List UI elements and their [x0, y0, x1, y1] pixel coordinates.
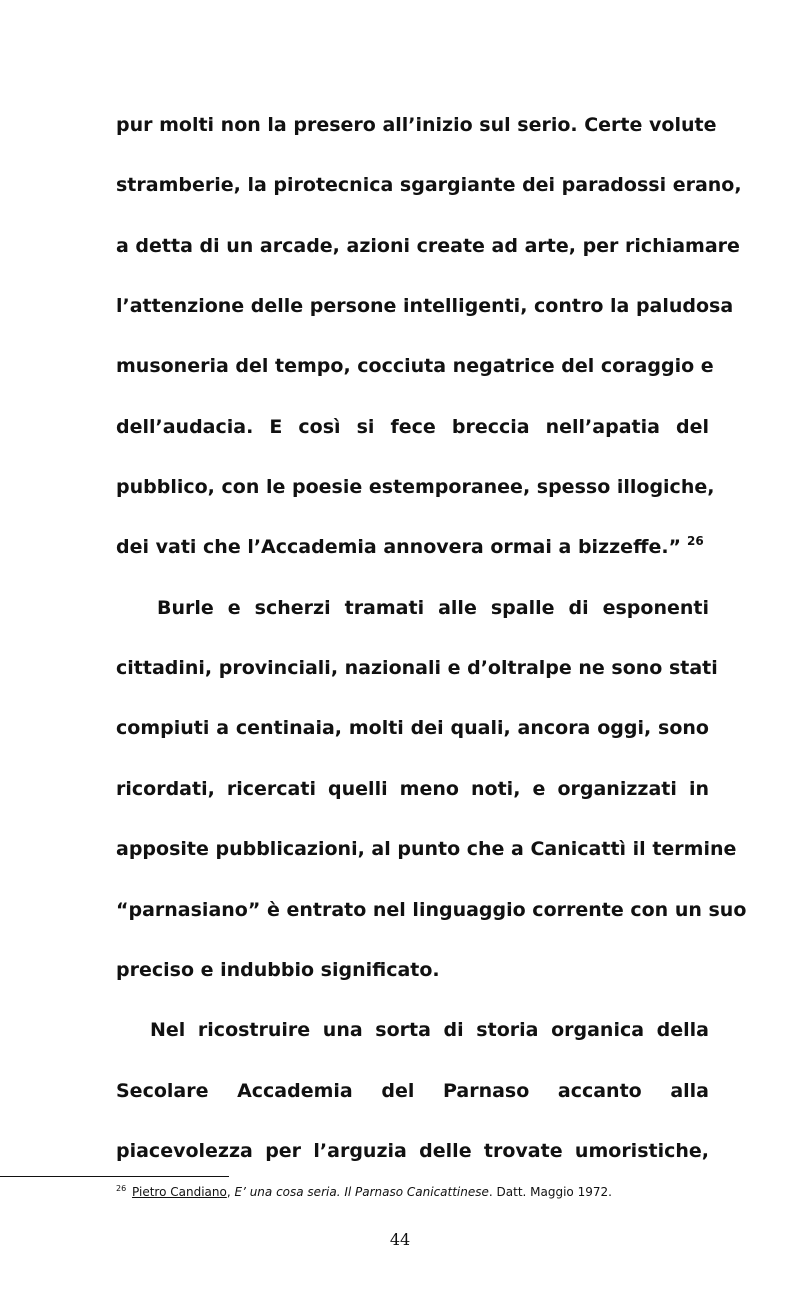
footnote-author: Pietro Candiano	[132, 1185, 227, 1199]
body-line: compiuti a centinaia, molti dei quali, ancora oggi, sono	[116, 717, 709, 739]
body-line: cittadini, provinciali, nazionali e d’oltralpe ne sono stati	[116, 657, 718, 679]
body-line: dell’audacia. E così si fece breccia nell’apatia del	[116, 416, 709, 438]
body-line: a detta di un arcade, azioni create ad arte, per richiamare	[116, 235, 740, 257]
body-line-with-reference	[116, 535, 709, 561]
body-line: musoneria del tempo, cocciuta negatrice del coraggio e	[116, 355, 714, 377]
body-line: pur molti non la presero all’inizio sul serio. Certe volute	[116, 114, 717, 136]
body-line: pubblico, con le poesie estemporanee, spesso illogiche,	[116, 476, 715, 498]
footnote	[116, 1184, 716, 1202]
body-line-text: dei vati che l’Accademia annovera ormai a bizzeffe.”	[116, 536, 682, 558]
page-number: 44	[389, 1230, 411, 1249]
footnote-separator: ,	[226, 1185, 231, 1199]
paragraph-first-line: Nel ricostruire una sorta di storia organica della	[150, 1019, 709, 1041]
paragraph-first-line: Burle e scherzi tramati alle spalle di esponenti	[157, 597, 709, 619]
body-line: l’attenzione delle persone intelligenti, contro la paludosa	[116, 295, 734, 317]
body-line: “parnasiano” è entrato nel linguaggio corrente con un suo	[116, 899, 747, 921]
body-line: ricordati, ricercati quelli meno noti, e organizzati in	[116, 778, 709, 800]
footnote-title: E’ una cosa seria. Il Parnaso Canicattinese	[234, 1185, 489, 1199]
footnote-reference[interactable]: 26	[687, 534, 704, 548]
body-line: Secolare Accademia del Parnaso accanto alla	[116, 1080, 709, 1102]
footnote-number: 26	[116, 1184, 127, 1193]
body-line: piacevolezza per l’arguzia delle trovate umoristiche,	[116, 1140, 709, 1162]
body-line: stramberie, la pirotecnica sgargiante dei paradossi erano,	[116, 174, 742, 196]
body-line: preciso e indubbio significato.	[116, 959, 440, 981]
footnote-rest: . Datt. Maggio 1972.	[488, 1185, 612, 1199]
footnote-divider	[0, 1176, 229, 1177]
body-line: apposite pubblicazioni, al punto che a Canicattì il termine	[116, 838, 737, 860]
